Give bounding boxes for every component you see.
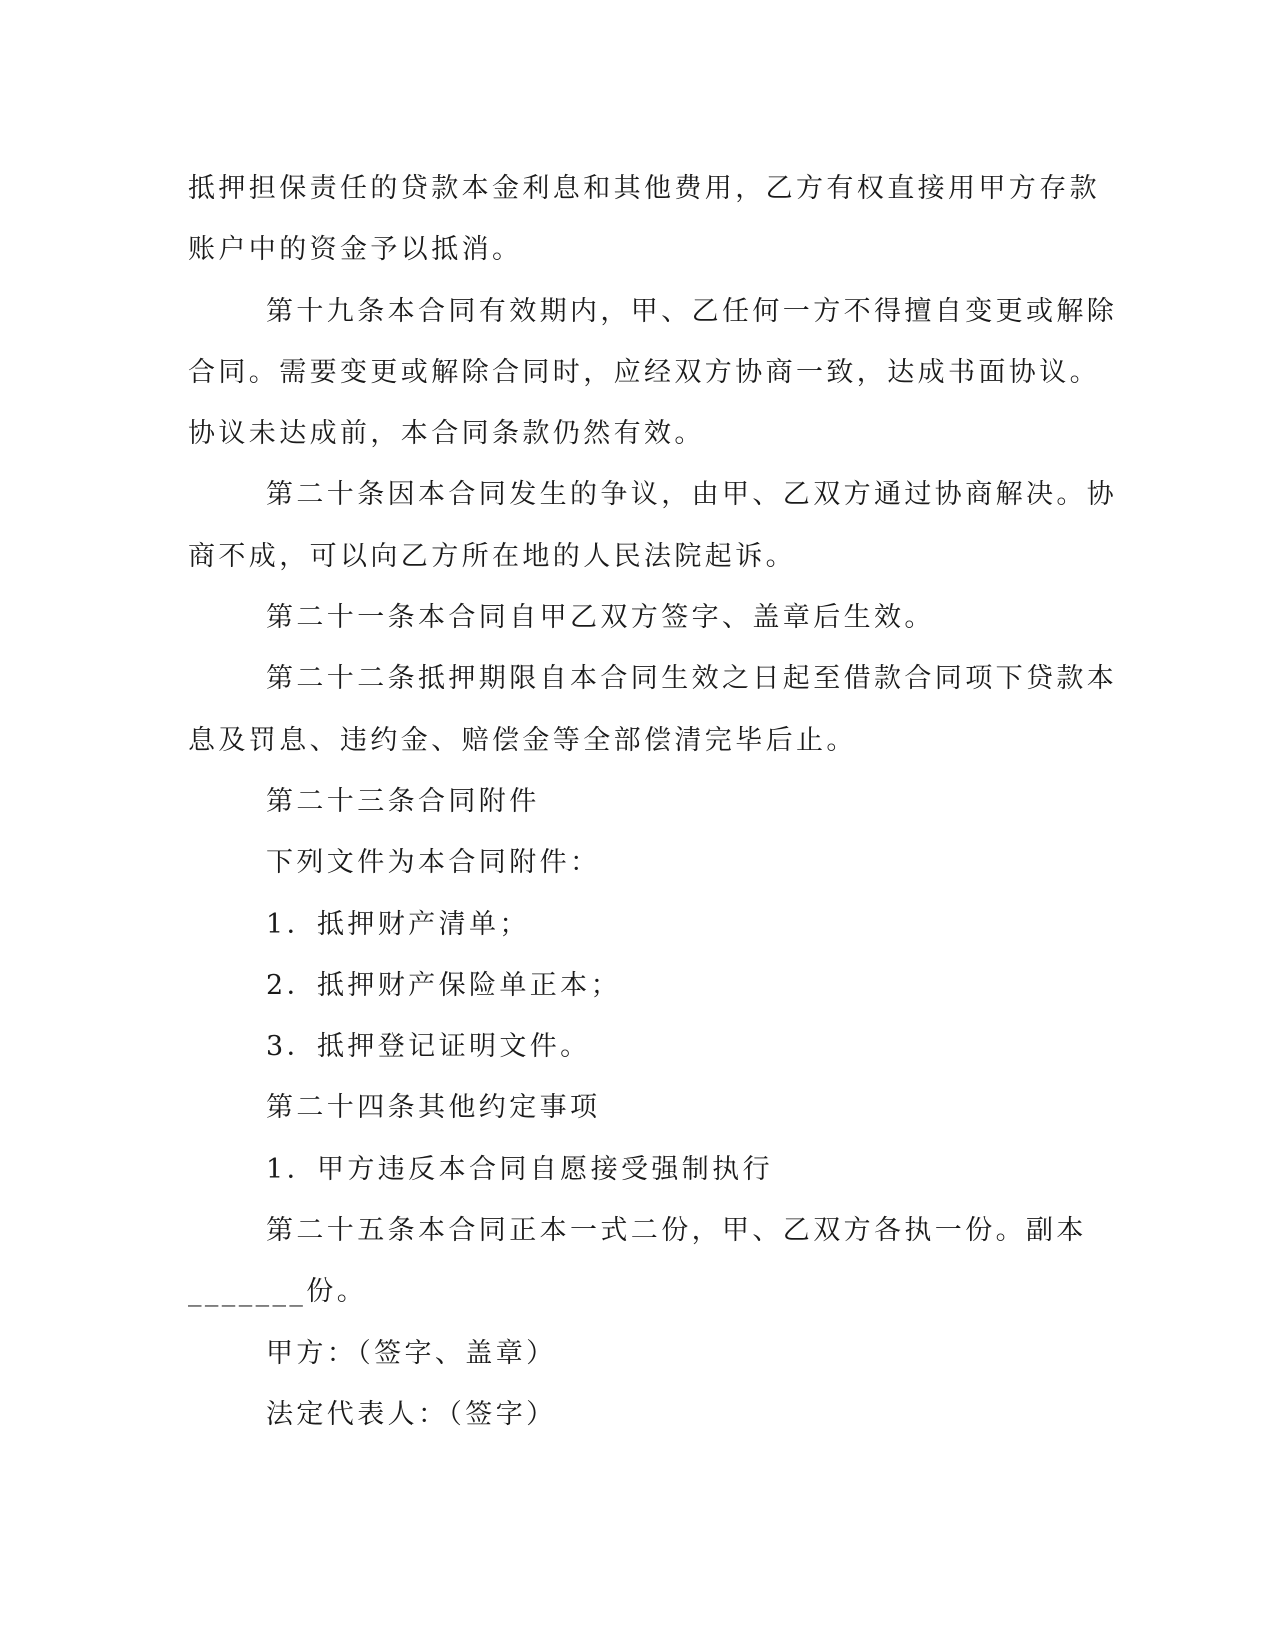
attachment-item: 3．抵押登记证明文件。	[266, 1031, 591, 1063]
text-line: 合同。需要变更或解除合同时，应经双方协商一致，达成书面协议。	[188, 356, 1100, 388]
article-25-line: 第二十五条本合同正本一式二份，甲、乙双方各执一份。副本	[266, 1215, 1087, 1247]
text-line: 协议未达成前，本合同条款仍然有效。	[188, 418, 705, 450]
article-22-line: 第二十二条抵押期限自本合同生效之日起至借款合同项下贷款本	[266, 663, 1118, 695]
document-body	[188, 158, 1118, 1445]
legal-representative-signature-label: 法定代表人：（签字）	[266, 1398, 557, 1430]
text-line: 账户中的资金予以抵消。	[188, 234, 523, 266]
text-line: 息及罚息、违约金、赔偿金等全部偿清完毕后止。	[188, 724, 857, 756]
text-line: 商不成，可以向乙方所在地的人民法院起诉。	[188, 540, 796, 572]
article-21-line: 第二十一条本合同自甲乙双方签字、盖章后生效。	[266, 602, 935, 634]
party-a-signature-label: 甲方：（签字、盖章）	[266, 1337, 557, 1369]
text-line: 抵押担保责任的贷款本金利息和其他费用，乙方有权直接用甲方存款	[188, 173, 1100, 204]
copies-blank-line: _______份。	[188, 1276, 368, 1308]
article-19-line: 第十九条本合同有效期内，甲、乙任何一方不得擅自变更或解除	[266, 295, 1118, 327]
attachments-intro: 下列文件为本合同附件：	[266, 847, 601, 879]
article-20-line: 第二十条因本合同发生的争议，由甲、乙双方通过协商解决。协	[266, 479, 1118, 511]
attachment-item: 2．抵押财产保险单正本；	[266, 969, 621, 1001]
other-terms-item: 1．甲方违反本合同自愿接受强制执行	[266, 1153, 773, 1185]
attachment-item: 1．抵押财产清单；	[266, 908, 530, 940]
article-24-heading: 第二十四条其他约定事项	[266, 1092, 601, 1124]
article-23-heading: 第二十三条合同附件	[266, 785, 540, 817]
